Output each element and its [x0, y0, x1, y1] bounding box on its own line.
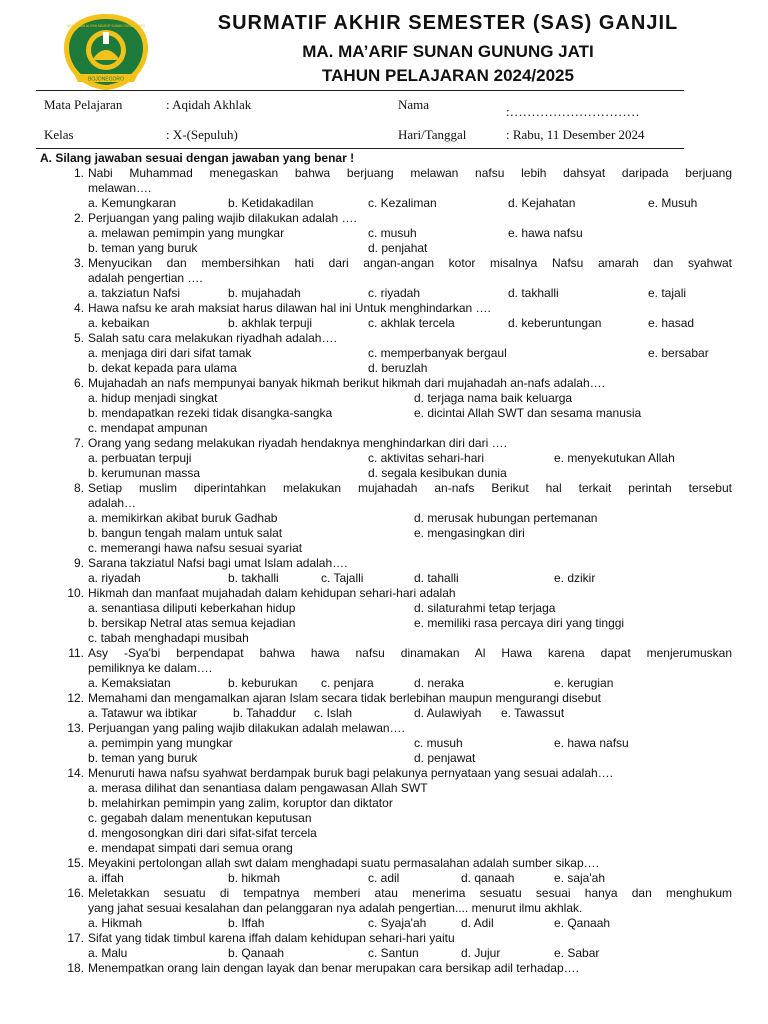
name-value: :…………………………: [506, 104, 640, 119]
answer-option[interactable]: b. Qanaah: [228, 946, 285, 960]
logo-place: BOJONEGORO: [88, 76, 124, 83]
answer-option[interactable]: e. dicintai Allah SWT dan sesama manusia: [414, 406, 642, 420]
answer-option[interactable]: e. Tawassut: [501, 706, 565, 720]
answer-option[interactable]: e. bersabar: [648, 346, 709, 360]
answer-option[interactable]: b. teman yang buruk: [88, 751, 198, 765]
question-number: 7.: [73, 436, 84, 450]
answer-option[interactable]: d. keberuntungan: [508, 316, 602, 330]
answer-option[interactable]: d. penjawat: [414, 751, 476, 765]
question-text: Memahami dan mengamalkan ajaran Islam secara tidak berlebihan maupun mengurangi disebut: [88, 691, 601, 705]
answer-option[interactable]: d. silaturahmi tetap terjaga: [414, 601, 556, 615]
answer-option[interactable]: e. tajali: [648, 286, 687, 300]
question-text: Orang yang sedang melakukan riyadah hendaknya menghindarkan diri dari ….: [88, 436, 507, 450]
date-value: : Rabu, 11 Desember 2024: [506, 127, 645, 142]
answer-option[interactable]: d. terjaga nama baik keluarga: [414, 391, 573, 405]
answer-option[interactable]: b. Iffah: [228, 916, 265, 930]
question-text: Nabi Muhammad menegaskan bahwa berjuang melawan nafsu lebih dahsyat daripada berjuang: [88, 166, 732, 180]
answer-option[interactable]: b. bersikap Netral atas semua kejadian: [88, 616, 296, 630]
question-number: 15.: [67, 856, 84, 870]
question-text: adalah pengertian ….: [88, 271, 203, 285]
answer-option[interactable]: d. beruzlah: [368, 361, 428, 375]
question-18: [40, 961, 732, 976]
answer-option[interactable]: d. Adil: [461, 916, 494, 930]
answer-option[interactable]: c. mendapat ampunan: [88, 421, 208, 435]
question-number: 10.: [67, 586, 84, 600]
answer-option[interactable]: c. akhlak tercela: [368, 316, 455, 330]
answer-option[interactable]: e. dzikir: [554, 571, 596, 585]
answer-option[interactable]: e. kerugian: [554, 676, 614, 690]
question-number: [40, 496, 88, 511]
question-12: [40, 691, 732, 721]
answer-option[interactable]: d. Kejahatan: [508, 196, 576, 210]
question-number: [40, 271, 88, 286]
question-number: 3.: [73, 256, 84, 270]
answer-option[interactable]: a. hidup menjadi singkat: [88, 391, 218, 405]
answer-option[interactable]: a. riyadah: [88, 571, 141, 585]
question-14: [40, 766, 732, 856]
class-value: : X-(Sepuluh): [166, 127, 238, 142]
date-label: Hari/Tanggal: [398, 127, 467, 142]
academic-year: TAHUN PELAJARAN 2024/2025: [322, 66, 574, 85]
answer-option[interactable]: c. riyadah: [368, 286, 421, 300]
name-label: Nama: [398, 97, 430, 112]
exam-title: SURMATIF AKHIR SEMESTER (SAS) GANJIL: [217, 12, 679, 34]
question-number: 6.: [73, 376, 84, 390]
answer-option[interactable]: c. musuh: [368, 226, 417, 240]
question-text: Meletakkan sesuatu di tempatnya memberi atau menerima sesuatu sesuai hanya dan menghukum: [88, 886, 732, 900]
answer-option[interactable]: c. memerangi hawa nafsu sesuai syariat: [88, 541, 303, 555]
answer-option[interactable]: c. musuh: [414, 736, 463, 750]
answer-option[interactable]: c. Santun: [368, 946, 419, 960]
answer-option[interactable]: d. Aulawiyah: [414, 706, 482, 720]
header-rule: [36, 90, 684, 91]
answer-option[interactable]: d. penjahat: [368, 241, 428, 255]
question-4: [40, 301, 732, 331]
question-number: 11.: [68, 646, 84, 660]
question-number: 8.: [73, 481, 84, 495]
answer-option[interactable]: a. Malu: [88, 946, 128, 960]
question-text: Hawa nafsu ke arah maksiat harus dilawan hal ini Untuk menghindarkan ….: [88, 301, 491, 315]
answer-option[interactable]: a. melawan pemimpin yang mungkar: [88, 226, 285, 240]
answer-option[interactable]: b. keburukan: [228, 676, 298, 690]
answer-option[interactable]: a. Tatawur wa ibtikar: [88, 706, 198, 720]
answer-option[interactable]: a. Kemaksiatan: [88, 676, 171, 690]
answer-option[interactable]: a. kebaikan: [88, 316, 150, 330]
question-11: [40, 646, 732, 691]
answer-option[interactable]: d. mengosongkan diri dari sifat-sifat tercela: [88, 826, 317, 840]
question-13: [40, 721, 732, 766]
question-number: 2.: [73, 211, 84, 225]
question-number: 5.: [73, 331, 84, 345]
answer-option[interactable]: e. memiliki rasa percaya diri yang tinggi: [414, 616, 625, 630]
answer-option[interactable]: a. pemimpin yang mungkar: [88, 736, 233, 750]
question-17: [40, 931, 732, 961]
question-5: [40, 331, 732, 376]
question-text: Setiap muslim diperintahkan melakukan mujahadah an-nafs Berikut hal terkait perintah tersebut: [88, 481, 732, 495]
question-10: [40, 586, 732, 646]
question-8: [40, 481, 732, 556]
answer-option[interactable]: c. penjara: [321, 676, 374, 690]
question-text: Mujahadah an nafs mempunyai banyak hikmah berikut hikmah dari mujahadah an-nafs adalah….: [88, 376, 605, 390]
answer-option[interactable]: e. hawa nafsu: [554, 736, 629, 750]
answer-option[interactable]: e. mendapat simpati dari semua orang: [88, 841, 293, 855]
question-number: 18.: [67, 961, 84, 975]
answer-option[interactable]: e. Qanaah: [554, 916, 611, 930]
question-7: [40, 436, 732, 481]
answer-option[interactable]: a. senantiasa diliputi keberkahan hidup: [88, 601, 296, 615]
question-text: Sarana takziatul Nafsi bagi umat Islam adalah….: [88, 556, 348, 570]
question-number: [40, 181, 88, 196]
answer-option[interactable]: d. tahalli: [414, 571, 459, 585]
answer-option[interactable]: c. memperbanyak bergaul: [368, 346, 507, 360]
answer-option[interactable]: e. mengasingkan diri: [414, 526, 525, 540]
question-text: melawan….: [88, 181, 152, 195]
answer-option[interactable]: e. hasad: [648, 316, 695, 330]
question-text: Sifat yang tidak timbul karena iffah dalam kehidupan sehari-hari yaitu: [88, 931, 455, 945]
question-number: 14.: [67, 766, 84, 780]
answer-option[interactable]: b. Ketidakadilan: [228, 196, 314, 210]
question-number: [40, 661, 88, 676]
answer-option[interactable]: a. iffah: [88, 871, 124, 885]
answer-option[interactable]: a. takziatun Nafsi: [88, 286, 181, 300]
question-text: Menuruti hawa nafsu syahwat berdampak buruk bagi pelakunya pernyataan yang sesuai adalah….: [88, 766, 613, 780]
answer-option[interactable]: a. perbuatan terpuji: [88, 451, 192, 465]
answer-option[interactable]: c. Kezaliman: [368, 196, 437, 210]
question-text: Meyakini pertolongan allah swt dalam menghadapi suatu permasalahan adalah sumber sikap….: [88, 856, 599, 870]
class-label: Kelas: [44, 127, 74, 142]
answer-option[interactable]: e. menyekutukan Allah: [554, 451, 675, 465]
answer-option[interactable]: a. Hikmah: [88, 916, 143, 930]
answer-option[interactable]: a. merasa dilihat dan senantiasa dalam pengawasan Allah SWT: [88, 781, 428, 795]
school-crest-icon: [60, 12, 152, 92]
answer-option[interactable]: e. hawa nafsu: [508, 226, 583, 240]
question-text: Menempatkan orang lain dengan layak dan benar merupakan cara bersikap adil terhadap….: [88, 961, 579, 975]
answer-option[interactable]: b. bangun tengah malam untuk salat: [88, 526, 283, 540]
question-15: [40, 856, 732, 886]
answer-option[interactable]: b. teman yang buruk: [88, 241, 198, 255]
answer-option[interactable]: c. Islah: [314, 706, 353, 720]
question-number: 13.: [67, 721, 84, 735]
subject-label: Mata Pelajaran: [44, 97, 123, 112]
section-instruction: A. Silang jawaban sesuai dengan jawaban yang benar !: [40, 151, 355, 165]
question-list: [40, 166, 732, 976]
question-1: [40, 166, 732, 211]
answer-option[interactable]: d. Jujur: [461, 946, 501, 960]
answer-option[interactable]: d. qanaah: [461, 871, 515, 885]
question-number: 17.: [67, 931, 84, 945]
question-text: adalah…: [88, 496, 137, 510]
question-16: [40, 886, 732, 931]
answer-option[interactable]: c. Syaja'ah: [368, 916, 427, 930]
answer-option[interactable]: d. neraka: [414, 676, 465, 690]
school-name: MA. MA’ARIF SUNAN GUNUNG JATI: [302, 42, 594, 61]
answer-option[interactable]: c. adil: [368, 871, 400, 885]
answer-option[interactable]: e. Sabar: [554, 946, 600, 960]
question-text: Menyucikan dan membersihkan hati dari angan-angan kotor misalnya Nafsu amarah dan syahwat: [88, 256, 732, 270]
question-text: yang jahat sesuai kesalahan dan pelanggaran nya adalah pengertian.... menurut ilmu akhlak.: [88, 901, 583, 915]
answer-option[interactable]: c. aktivitas sehari-hari: [368, 451, 485, 465]
answer-option[interactable]: b. melahirkan pemimpin yang zalim, koruptor dan diktator: [88, 796, 393, 810]
answer-option[interactable]: b. hikmah: [228, 871, 281, 885]
answer-option[interactable]: d. merusak hubungan pertemanan: [414, 511, 598, 525]
answer-option[interactable]: c. tabah menghadapi musibah: [88, 631, 249, 645]
answer-option[interactable]: c. gegabah dalam menentukan keputusan: [88, 811, 312, 825]
answer-option[interactable]: a. menjaga diri dari sifat tamak: [88, 346, 252, 360]
answer-option[interactable]: b. mendapatkan rezeki tidak disangka-sangka: [88, 406, 333, 420]
answer-option[interactable]: b. takhalli: [228, 571, 279, 585]
question-text: pemiliknya ke dalam….: [88, 661, 213, 675]
logo-motto: MADRASAH ALIYAH MA'ARIF SUNAN GUNUNG JATI: [67, 24, 145, 28]
question-number: 4.: [73, 301, 84, 315]
subject-value: : Aqidah Akhlak: [166, 97, 252, 112]
question-2: [40, 211, 732, 256]
question-number: [40, 901, 88, 916]
question-number: 16.: [67, 886, 84, 900]
answer-option[interactable]: a. Kemungkaran: [88, 196, 177, 210]
question-9: [40, 556, 732, 586]
question-number: 1.: [73, 166, 84, 180]
answer-option[interactable]: b. mujahadah: [228, 286, 301, 300]
answer-option[interactable]: e. saja'ah: [554, 871, 605, 885]
answer-option[interactable]: d. segala kesibukan dunia: [368, 466, 507, 480]
answer-option[interactable]: b. akhlak terpuji: [228, 316, 313, 330]
question-6: [40, 376, 732, 436]
question-text: Hikmah dan manfaat mujahadah dalam kehidupan sehari-hari adalah: [88, 586, 456, 600]
question-text: Perjuangan yang paling wajib dilakukan adalah ….: [88, 211, 357, 225]
answer-option[interactable]: a. memikirkan akibat buruk Gadhab: [88, 511, 278, 525]
answer-option[interactable]: b. Tahaddur: [233, 706, 297, 720]
question-3: [40, 256, 732, 301]
answer-option[interactable]: e. Musuh: [648, 196, 698, 210]
answer-option[interactable]: b. kerumunan massa: [88, 466, 201, 480]
question-text: Asy -Sya'bi berpendapat bahwa hawa nafsu dinamakan Al Hawa karena dapat menjerumuskan: [88, 646, 732, 660]
answer-option[interactable]: b. dekat kepada para ulama: [88, 361, 237, 375]
answer-option[interactable]: d. takhalli: [508, 286, 559, 300]
answer-option[interactable]: c. Tajalli: [321, 571, 364, 585]
question-text: Salah satu cara melakukan riyadhah adalah….: [88, 331, 337, 345]
info-rule: [36, 148, 684, 149]
question-number: 9.: [73, 556, 84, 570]
question-number: 12.: [67, 691, 84, 705]
question-text: Perjuangan yang paling wajib dilakukan adalah melawan….: [88, 721, 405, 735]
